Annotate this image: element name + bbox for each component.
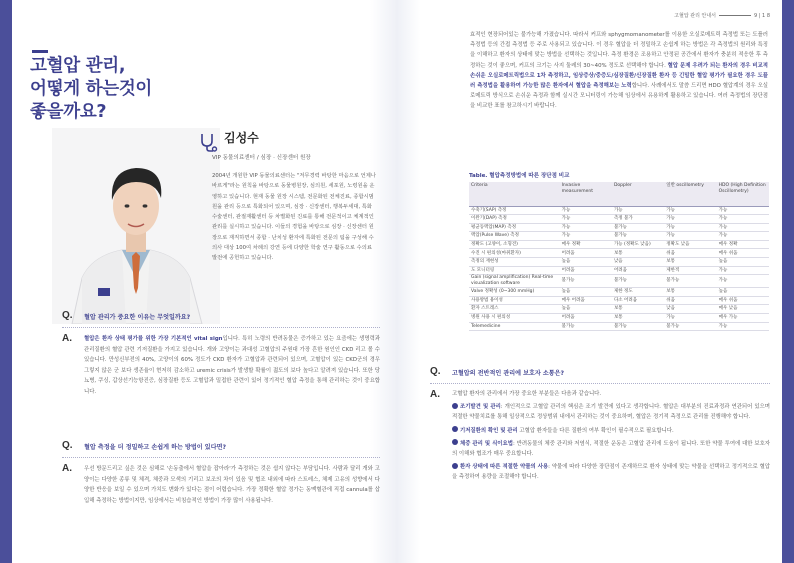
table-cell: 가능 — [717, 322, 769, 331]
table-cell: 가능 — [560, 232, 612, 241]
answer-line — [62, 333, 380, 397]
page-edge-left — [0, 0, 12, 563]
answer-text — [84, 333, 380, 397]
table-cell: 매우 쉬움 — [717, 249, 769, 258]
table-cell: 보통 — [664, 258, 716, 267]
point-item — [452, 439, 770, 459]
table-cell: 가능 — [717, 206, 769, 215]
row-criteria-cell: 병원 사용 시 편의성 — [469, 314, 560, 323]
table-row — [469, 215, 769, 224]
table-cell: 매우 정확 — [560, 240, 612, 249]
page-number: 9 | 1 8 — [754, 12, 770, 19]
table-cell: 불가능 — [664, 322, 716, 331]
point-item — [452, 426, 770, 436]
answer-highlight: 혈압은 환자 상태 평가를 위한 가장 기본적인 vital sign — [84, 336, 223, 342]
table-cell: 불가능 — [612, 275, 664, 288]
table-cell: 가능 — [664, 223, 716, 232]
author-role: VIP 동물의료센터 / 심장 · 신장센터 원장 — [212, 155, 311, 161]
table-cell: 가능 — [560, 223, 612, 232]
table-cell: 불가능 — [612, 232, 664, 241]
qa-divider — [62, 327, 380, 328]
table-cell: 낮음 — [664, 305, 716, 314]
table-cell: 매우 가능 — [717, 314, 769, 323]
table-row — [469, 275, 769, 288]
table-cell: 정확도 낮음 — [664, 240, 716, 249]
table-cell: 쉬움 — [664, 296, 716, 305]
table-cell: 낮음 — [612, 258, 664, 267]
table-cell: 보통 — [612, 249, 664, 258]
table-cell: 불가능 — [612, 223, 664, 232]
table-cell: 가능 — [612, 206, 664, 215]
row-criteria-cell: 맥압(Pulse Wave) 측정 — [469, 232, 560, 241]
table-cell: 가능 — [664, 232, 716, 241]
column-header: 일반 oscillometry — [664, 182, 716, 206]
table-row — [469, 322, 769, 331]
row-criteria-cell: Gain (signal amplification) Real-time visualization software — [469, 275, 560, 288]
running-title: 고혈압 관리 안내서 — [674, 13, 716, 19]
table-row — [469, 232, 769, 241]
point-text: : 개인적으로 고혈압 관리의 핵심은 조기 발견에 있다고 생각합니다. 혈압은 대부분의 진료과정과 연관되어 있으며 적절한 약물치료를 통해 일상적으로 정상범위 내에서 관리하는 것이 중요하며, 혈압은 정기적 측정으로 관리를 진행해야 합니다. — [452, 404, 770, 421]
answer-mark: A. — [62, 463, 72, 474]
table-cell: 가능 — [664, 314, 716, 323]
question-block-2 — [62, 440, 380, 451]
table-cell: 측정 불가 — [612, 215, 664, 224]
article-title — [30, 55, 152, 124]
question-line — [62, 440, 380, 451]
intro-after: 합니다. 사례에서도 말씀 드리면 HDO 혈압계의 경우 오실로메트릭 방식으로 손쉬운 측정과 함께 실시간 모니터링이 가능해 임상에서 유용하게 활용하고 있습니다. 여러 측정법의 장단점을 비교한 표를 참고하시기 바랍니다. — [470, 83, 769, 110]
table-cell: 가능 — [664, 206, 716, 215]
answer-block-1 — [62, 333, 380, 397]
table-row — [469, 223, 769, 232]
row-criteria-cell: 사용방법 용이성 — [469, 296, 560, 305]
header-rule — [719, 15, 751, 16]
table-cell: 가능 — [664, 215, 716, 224]
bullet-icon — [452, 426, 458, 432]
table-cell: 높음 — [560, 258, 612, 267]
answer-body: 입니다. 특히 노령의 반려동물은 증가하고 있는 요즘에는 생명력과 관리질환의 혈압 관련 기저질환을 가지고 있습니다. 개와 고양이는 과대성 고혈압의 주원대 가장 흔한 원인인 CKD 리고 볼 수 있습니다. 만성신부전의 40%, 고양이의 60% 정도가 CKD 환자가 고혈압과 관련되어 있으며, 고혈압이 있는 CKD군의 경우 그렇지 않은 군 보다 생존율이 현저히 감소하고 uremic crisis가 발생할 확률이 젊도의 보다 높다고 알려져 있습니다. 또한 당뇨병, 쿠싱, 갑상선기능항진증, 심장질환 등도 고혈압과 밀접한 관련이 있어 정기적인 혈압 측정을 통해 관리하는 것이 중요합니다. — [84, 336, 380, 395]
table-cell: 제한적 — [664, 266, 716, 275]
intro-text: 효적인 현장되어있는 불가능해 가졌습니다. 따라서 커프와 sphygmomanometer를 이용한 오실로메트릭 측정법 또는 도플러 측정법 등의 간접 측정법 등 주로 사용되고 있습니다. 이 경우 혈압을 더 정밀하고 손쉽게 하는 방법은 각 측정법의 원리와 특징을 이해하고 환자의 상태에 맞는 방법을 선택하는 것입니다. 측정 환경은 조용하고 안정된 공간에서 환자가 충분히 적응한 후 측정하는 것이 좋으며, 커프의 크기는 사지 둘레의 30~40% 정도로 선택해야 합니다. — [470, 32, 768, 69]
answer-text: 우선 방문드리고 싶은 것은 심해로 '손동출에서 혈압을 잡아라'가 측정하는 것은 쉽지 않다는 부담입니다. 사람과 달리 개와 고양이는 다양한 종류 및 체격, 체중과 모색의 기리고 보조의 차이 있음 및 협조 내외에 따라 스트레스, 체제 고유의 성향에서 다양한 반응을 보일 수 있으며 가치도 변화가 있다는 점이 어렵습니다. 가장 정확한 혈압 정가는 동맥혈관에 직접 cannula를 삽입해 측정하는 방법이지만, 임상에서는 비침습적인 방법이 가장 많이 사용됩니다. — [84, 466, 380, 504]
table-cell: 쉬움 — [664, 249, 716, 258]
author-bio: 2004년 개원한 VIP 동물의료센터는 "저무경력 바탕한 마음으로 언제나 바르게"라는 원칙을 바탕으로 동물병원장, 심의원, 세포원, 노령원을 운영하고 있습니다. 현재 동물 원장 시스템, 전문화된 전체진료, 종합시범원을 관리 등으로 특화되어 있으며, 심장 · 신장센터, 행복두세대, 특화수술센터, 관절재활센터 등 차별화된 진료를 통해 전문적이고 체계적인 관리를 실시하고 있습니다. 이들의 경험을 바탕으로 심장 · 신장센터 원장으로 재직하면서 종합 · 난치성 환자에 특화된 전문의 팀을 구성해 수의사 대상 100여 차례의 강연 등에 다양한 학술 연구 활동으로 수의료 발전에 공헌하고 있습니다. — [212, 173, 377, 262]
row-criteria-cell: 정확도 (고양이, 소형견) — [469, 240, 560, 249]
answer-line — [62, 463, 380, 506]
table-cell: 어려움 — [560, 266, 612, 275]
table-cell: 보통 — [612, 305, 664, 314]
question-block-3 — [430, 366, 770, 377]
column-header: Doppler — [612, 182, 664, 206]
title-line: 좋을까요? — [30, 102, 107, 122]
author-name: 김성수 — [224, 131, 259, 145]
row-criteria-cell: 도 모니터링 — [469, 266, 560, 275]
table-cell: 불가능 — [612, 322, 664, 331]
table-header-row — [469, 182, 769, 206]
question-text: 혈압 관리가 중요한 이유는 무엇일까요? — [84, 314, 191, 321]
table-row — [469, 305, 769, 314]
question-text: 혈압 측정을 더 정밀하고 손쉽게 하는 방법이 있다면? — [84, 444, 227, 451]
table-cell: 다소 어려움 — [612, 296, 664, 305]
table-row — [469, 288, 769, 297]
question-block-1 — [62, 310, 380, 321]
table-cell: 가능 (정확도 낮음) — [612, 240, 664, 249]
table-row — [469, 249, 769, 258]
point-label: 체중 관리 및 식이요법 — [460, 440, 513, 447]
table-row — [469, 266, 769, 275]
table-row — [469, 296, 769, 305]
question-line — [430, 366, 770, 377]
row-criteria-cell: Valve 정확성 (0~300 mmHg) — [469, 288, 560, 297]
table-body — [469, 206, 769, 331]
point-label: 환자 상태에 따른 적절한 약물의 사용 — [460, 464, 549, 471]
table-row — [469, 314, 769, 323]
table-cell: 높음 — [560, 288, 612, 297]
point-text: 고혈압 환자들을 다른 질환의 여부 확인이 필수적으로 필요합니다. — [517, 427, 674, 434]
table-cell: 매우 낮음 — [717, 305, 769, 314]
title-line: 어떻게 하는것이 — [30, 79, 153, 99]
answer-block-3 — [430, 389, 770, 486]
point-text: : 반려동물의 체중 관리와 저염식, 적절한 운동은 고혈압 관리에 도움이 됩니다. 또한 약물 투여에 대한 보호자의 이해와 협조가 매우 중요합니다. — [452, 440, 770, 458]
intro-highlight: 혈압 문제 우려가 되는 환자의 경우 비교적 손쉬운 오실로메트릭법으로 1차 측정하고, 임상증상/중증도/심장질환/신장질환 환자 등 긴밀한 혈압 평가가 필요한 경우 도플러 측정법을 활용하여 가능한 많은 환자에서 혈압을 측정해보는 노력 — [470, 62, 768, 90]
question-mark: Q. — [62, 440, 73, 451]
left-page — [12, 0, 397, 563]
question-line — [62, 310, 380, 321]
answer-block-2 — [62, 463, 380, 506]
right-page — [397, 0, 782, 563]
title-line: 고혈압 관리, — [30, 56, 126, 76]
table-cell: 가능 — [717, 275, 769, 288]
table-cell: 매우 쉬움 — [717, 296, 769, 305]
table-cell: 가능 — [717, 223, 769, 232]
table-cell: 가능 — [717, 215, 769, 224]
table-cell: 매우 정확 — [717, 240, 769, 249]
answer-line — [430, 389, 770, 486]
row-criteria-cell: 평균동맥압(MAP) 측정 — [469, 223, 560, 232]
table-cell: 가능 — [560, 206, 612, 215]
intro-paragraph — [470, 30, 768, 112]
author-portrait — [52, 128, 220, 324]
point-item — [452, 462, 770, 482]
table-title: Table. 혈압측정방법에 따른 장단점 비교 — [469, 173, 570, 179]
qa-divider — [430, 383, 770, 384]
page-edge-right — [782, 0, 794, 563]
qa-divider — [62, 457, 380, 458]
table-cell: 매우 어려움 — [560, 296, 612, 305]
column-header: Invasive measurement — [560, 182, 612, 206]
row-criteria-cell: 이완기(DAP) 측정 — [469, 215, 560, 224]
row-criteria-cell: Telemedicine — [469, 322, 560, 331]
stethoscope-icon — [198, 132, 218, 152]
table-cell: 불가능 — [560, 275, 612, 288]
point-label: 기저질환의 확인 및 관리 — [460, 427, 518, 434]
table-cell: 보통 — [612, 314, 664, 323]
table-row — [469, 258, 769, 267]
table-row — [469, 206, 769, 215]
table-cell: 높음 — [560, 305, 612, 314]
table-cell: 높음 — [717, 288, 769, 297]
row-criteria-cell: 환자 스트레스 — [469, 305, 560, 314]
question-mark: Q. — [430, 366, 441, 377]
table-cell: 불가능 — [560, 322, 612, 331]
question-text: 고혈압의 전반적인 관리에 보호자 소통은? — [452, 370, 565, 377]
row-criteria-cell: 측정의 재현성 — [469, 258, 560, 267]
table-cell: 제한 정도 — [612, 288, 664, 297]
author-photo-illustration — [52, 128, 220, 324]
answer-intro: 고혈압 환자의 관리에서 가장 중요한 부분들은 다음과 같습니다. — [452, 391, 602, 397]
table-cell: 높음 — [717, 258, 769, 267]
table-cell: 가능 — [717, 232, 769, 241]
bullet-icon — [452, 463, 458, 469]
answer-mark: A. — [430, 389, 440, 400]
column-header: Criteria — [469, 182, 560, 206]
title-accent-bar — [32, 50, 48, 53]
running-header — [612, 12, 770, 19]
table-cell: 보통 — [664, 288, 716, 297]
table-cell: 가능 — [560, 215, 612, 224]
column-header: HDO (High Definition Oscillometry) — [717, 182, 769, 206]
answer-mark: A. — [62, 333, 72, 344]
table-cell: 어려움 — [612, 266, 664, 275]
point-text: : 약물에 따라 다양한 장단점이 존재하므로 환자 상태에 맞는 약물을 선택하고 정기적으로 혈압을 측정하여 용량을 조절해야 합니다. — [452, 464, 770, 481]
table-cell: 불가능 — [664, 275, 716, 288]
point-label: 조기발견 및 관리 — [460, 404, 501, 411]
point-item — [452, 402, 770, 422]
table-row — [469, 240, 769, 249]
table-cell: 어려움 — [560, 249, 612, 258]
question-mark: Q. — [62, 310, 73, 321]
table-cell: 가능 — [717, 266, 769, 275]
answer-points — [452, 389, 770, 486]
comparison-table — [469, 182, 769, 331]
table-cell: 어려움 — [560, 314, 612, 323]
row-criteria-cell: 수축기(SAP) 측정 — [469, 206, 560, 215]
bullet-icon — [452, 439, 458, 445]
row-criteria-cell: 수진 시 편의성(마취환자) — [469, 249, 560, 258]
magazine-spread — [12, 0, 782, 563]
bullet-icon — [452, 403, 458, 409]
